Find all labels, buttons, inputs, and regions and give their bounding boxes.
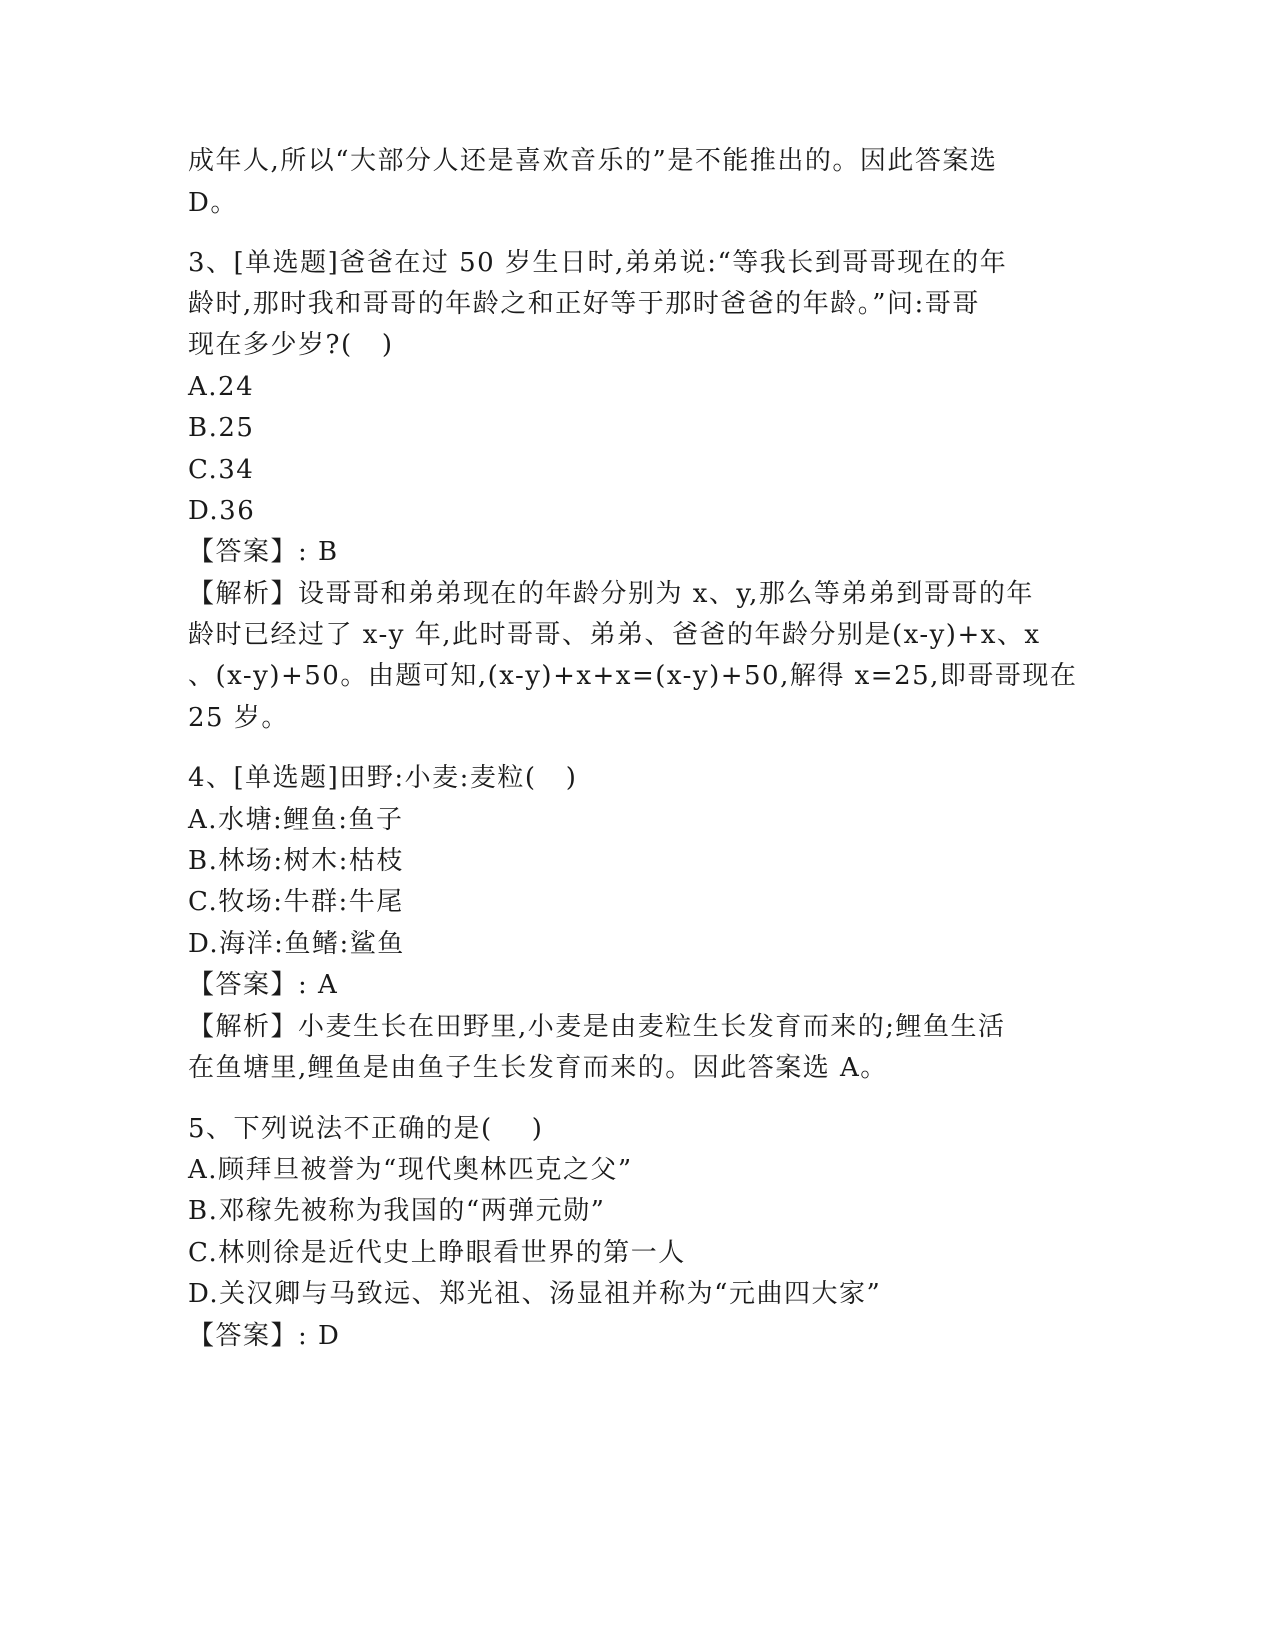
analysis-line: 【解析】设哥哥和弟弟现在的年龄分别为 x、y,那么等弟弟到哥哥的年 xyxy=(188,579,1034,609)
option-b: B.邓稼先被称为我国的“两弹元勋” xyxy=(188,1196,606,1226)
option-d: D.海洋:鱼鳍:鲨鱼 xyxy=(188,929,405,959)
option-c: C.牧场:牛群:牛尾 xyxy=(188,887,404,917)
analysis-line: 、(x-y)+50。由题可知,(x-y)+x+x=(x-y)+50,解得 x=25,即哥哥现在 xyxy=(188,661,1078,691)
option-d: D.关汉卿与马致远、郑光祖、汤显祖并称为“元曲四大家” xyxy=(188,1279,882,1309)
option-a: A.24 xyxy=(188,372,255,402)
option-a: A.顾拜旦被誉为“现代奥林匹克之父” xyxy=(188,1155,633,1185)
text-line: D。 xyxy=(188,188,238,218)
analysis-line: 在鱼塘里,鲤鱼是由鱼子生长发育而来的。因此答案选 A。 xyxy=(188,1053,888,1083)
option-c: C.34 xyxy=(188,455,255,485)
option-d: D.36 xyxy=(188,496,256,526)
analysis-line: 龄时已经过了 x-y 年,此时哥哥、弟弟、爸爸的年龄分别是(x-y)+x、x xyxy=(188,620,1041,650)
text-line: 成年人,所以“大部分人还是喜欢音乐的”是不能推出的。因此答案选 xyxy=(188,146,998,176)
analysis-line: 25 岁。 xyxy=(188,703,289,733)
option-c: C.林则徐是近代史上睁眼看世界的第一人 xyxy=(188,1238,686,1268)
analysis-line: 【解析】小麦生长在田野里,小麦是由麦粒生长发育而来的;鲤鱼生活 xyxy=(188,1012,1006,1042)
option-b: B.25 xyxy=(188,413,255,443)
question-3-stem: 龄时,那时我和哥哥的年龄之和正好等于那时爸爸的年龄。”问:哥哥 xyxy=(188,289,980,319)
question-4-stem: 4、[单选题]田野:小麦:麦粒( ) xyxy=(188,763,578,793)
option-a: A.水塘:鲤鱼:鱼子 xyxy=(188,805,404,835)
question-3-stem: 现在多少岁?( ) xyxy=(188,330,394,360)
answer-line: 【答案】: A xyxy=(188,970,339,1000)
question-3-stem: 3、[单选题]爸爸在过 50 岁生日时,弟弟说:“等我长到哥哥现在的年 xyxy=(188,248,1008,278)
question-5-stem: 5、下列说法不正确的是( ) xyxy=(188,1114,544,1144)
answer-line: 【答案】: B xyxy=(188,537,339,567)
option-b: B.林场:树木:枯枝 xyxy=(188,846,404,876)
answer-line: 【答案】: D xyxy=(188,1321,341,1351)
